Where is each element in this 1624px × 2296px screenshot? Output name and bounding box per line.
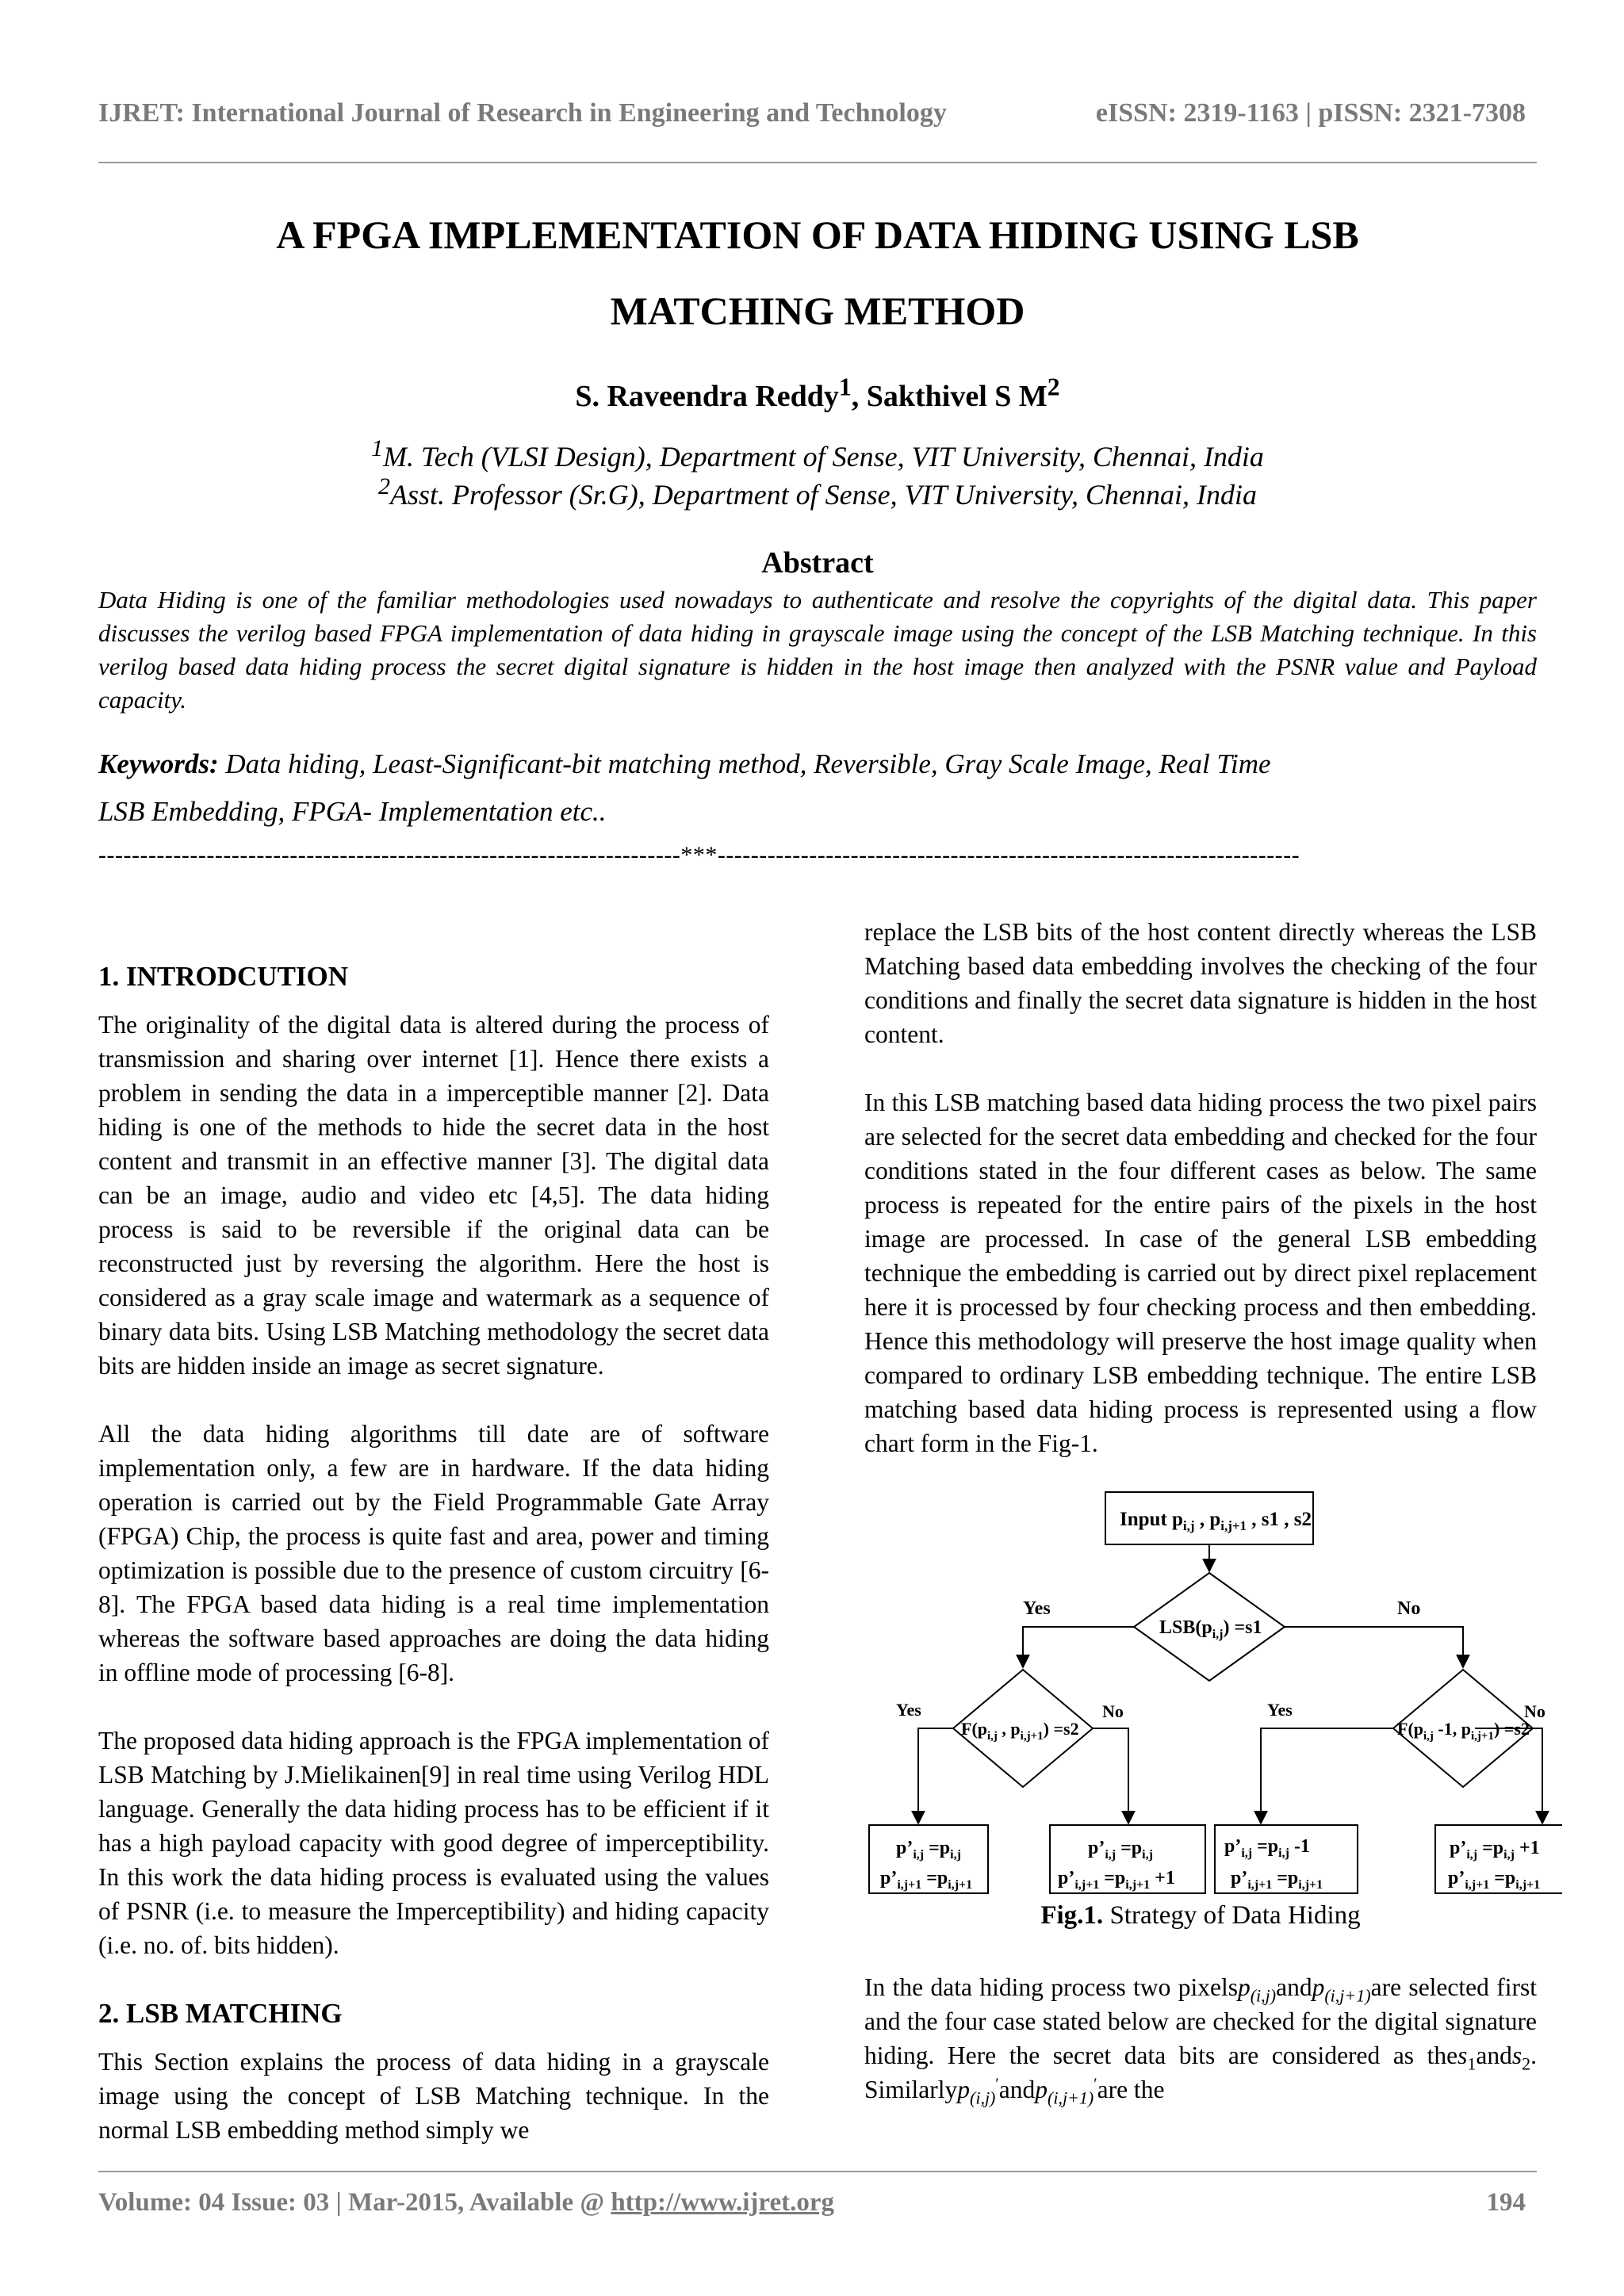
output-4-line-2: $p’_{i,j+1} =p_{i,j+1}$	[1448, 1868, 1541, 1892]
header-rule	[98, 162, 1537, 163]
decision-top-label: $LSB(p_{i,j}) =s1$	[1159, 1617, 1262, 1641]
affiliation-1-sup: 1	[371, 435, 384, 461]
output-3-line-1: $p’_{i,j} =p_{i,j}$ -1	[1224, 1836, 1310, 1860]
separator-right: ----------------------------------------------------------------------	[717, 842, 1300, 868]
intro-paragraph-1: The originality of the digital data is altered during the process of transmission and sharing over internet [1]. Hence there exists a problem in sending the data in a imperceptible manner [2]. Data hiding is one of the methods to hide the secret data in the host content and transmit in an effective manner [3]. The digital data can be an image, audio and video etc [4,5]. The data hiding process is said to be reversible if the original data can be reconstructed just by reversing the algorithm. Here the host is considered as a gray scale image and watermark as a sequence of binary data bits. Using LSB Matching methodology the secret data bits are hidden inside an image as secret signature.	[98, 1011, 769, 1380]
label-yes-left: Yes	[896, 1700, 921, 1720]
keywords-label: Keywords:	[98, 748, 219, 779]
title-line-1: A FPGA IMPLEMENTATION OF DATA HIDING USING LSB	[276, 212, 1359, 257]
affiliation-2-text: Asst. Professor (Sr.G), Department of Sense, VIT University, Chennai, India	[390, 479, 1257, 511]
affiliation-2	[98, 473, 1537, 514]
arrow-top-no	[1285, 1627, 1463, 1667]
keywords-line-1: Data hiding, Least-Significant-bit matching method, Reversible, Gray Scale Image, Real Time	[218, 748, 1271, 779]
figure-caption-text: Strategy of Data Hiding	[1103, 1901, 1361, 1930]
right-paragraph-3: In the data hiding process two pixelsp$_{(i,j)}$andp$_{(i,j+1)}$are selected first and the four case stated below are checked for the digital signature hiding. Here the secret data bits are considered as thes$_1$ands$_2$. Similarlyp$_{(i,j)}$′andp$_{(i,j+1)}$′are the	[864, 1973, 1537, 2108]
left-column	[98, 959, 769, 2147]
issn-info: eISSN: 2319-1163 | pISSN: 2321-7308	[1095, 98, 1526, 128]
affiliation-1	[98, 435, 1537, 476]
output-2-line-2: $p’_{i,j+1} =p_{i,j+1} +1$	[1058, 1868, 1175, 1892]
output-2-line-1: $p’_{i,j} =p_{i,j}$	[1088, 1838, 1153, 1862]
figure-caption-label: Fig.1.	[1040, 1901, 1104, 1930]
flowchart-figure	[864, 1483, 1562, 1927]
author-2: Sakthivel S M	[866, 380, 1048, 413]
journal-name: IJRET: International Journal of Research in Engineering and Technology	[98, 98, 947, 128]
separator-left: ----------------------------------------------------------------------	[98, 842, 681, 868]
separator-stars: ***	[680, 842, 718, 868]
arrow-left-yes	[918, 1728, 953, 1823]
arrow-right-yes	[1261, 1728, 1393, 1823]
label-no-right: No	[1524, 1701, 1545, 1721]
arrow-right-no	[1533, 1728, 1542, 1823]
intro-paragraph-2: All the data hiding algorithms till date are of software implementation only, a few are in hardware. If the data hiding operation is carried out by the Field Programmable Gate Array (FPGA) Chip, the process is quite fast and area, power and timing optimization is possible due to the presence of custom circuitry [6-8]. The FPGA based data hiding is a real time implementation whereas the software based approaches are doing the data hiding in offline mode of processing [6-8].	[98, 1420, 769, 1686]
label-no-top: No	[1397, 1598, 1421, 1619]
title-line-2: MATCHING METHOD	[610, 289, 1025, 333]
paper-title	[98, 197, 1537, 349]
abstract-heading: Abstract	[761, 546, 874, 580]
section-1-heading: 1. INTRODCUTION	[98, 961, 349, 992]
lsb-paragraph-1: This Section explains the process of data hiding in a grayscale image using the concept of LSB Matching technique. In the normal LSB embedding method simply we	[98, 2048, 769, 2144]
input-box-label: Input $p_{i,j}$ , $p_{i,j+1}$ , s1 , s2	[1120, 1509, 1312, 1533]
output-4-line-1: $p’_{i,j} =p_{i,j} +1$	[1450, 1838, 1540, 1862]
footer-url-link[interactable]: http://www.ijret.org	[611, 2188, 834, 2217]
author-separator: ,	[851, 380, 867, 413]
authors	[98, 373, 1537, 414]
arrow-top-yes	[1023, 1627, 1134, 1667]
decision-right-label: $F(p_{i,j}$ -1, $p_{i,j+1}) =s2$	[1397, 1719, 1530, 1743]
keywords-line-2: LSB Embedding, FPGA- Implementation etc..	[98, 796, 607, 827]
figure-caption	[864, 1901, 1537, 1931]
section-2-heading: 2. LSB MATCHING	[98, 1998, 343, 2029]
output-1-line-1: $p’_{i,j} =p_{i,j}$	[896, 1838, 961, 1862]
footer-volume-text: Volume: 04 Issue: 03 | Mar-2015, Available @	[98, 2188, 611, 2217]
intro-paragraph-3: The proposed data hiding approach is the FPGA implementation of LSB Matching by J.Mielikainen[9] in real time using Verilog HDL language. Generally the data hiding process has to be efficient if it has a high payload capacity with good degree of imperceptibility. In this work the data hiding process is evaluated using the values of PSNR (i.e. to measure the Imperceptibility) and hiding capacity (i.e. no. of. bits hidden).	[98, 1727, 769, 1959]
output-3-line-2: $p’_{i,j+1} =p_{i,j+1}$	[1231, 1868, 1323, 1892]
affiliations	[98, 435, 1537, 514]
output-1-line-2: $p’_{i,j+1} =p_{i,j+1}$	[880, 1868, 973, 1892]
right-column-bottom	[864, 1970, 1537, 2107]
affiliation-1-text: M. Tech (VLSI Design), Department of Sense, VIT University, Chennai, India	[383, 441, 1264, 473]
right-paragraph-1: replace the LSB bits of the host content directly whereas the LSB Matching based data embedding involves the checking of the four conditions and finally the secret data signature is hidden in the host content.	[864, 918, 1537, 1048]
label-no-left: No	[1102, 1701, 1124, 1721]
footer-volume	[98, 2188, 834, 2218]
footer-rule	[98, 2171, 1537, 2172]
author-1-sup: 1	[838, 373, 852, 401]
keywords	[98, 740, 1537, 836]
label-yes-right: Yes	[1267, 1700, 1293, 1720]
author-1: S. Raveendra Reddy	[575, 380, 839, 413]
author-2-sup: 2	[1047, 373, 1060, 401]
label-yes-top: Yes	[1023, 1598, 1051, 1619]
decision-left-label: $F(p_{i,j}$ , $p_{i,j+1}) =s2$	[961, 1719, 1079, 1743]
right-paragraph-2: In this LSB matching based data hiding process the two pixel pairs are selected for the secret data embedding and checked for the four conditions stated in the four different cases as below. The same process is repeated for the entire pairs of the pixels in the host image are processed. In case of the general LSB embedding technique the embedding is carried out by direct pixel replacement here it is processed by four checking process and then embedding. Hence this methodology will preserve the host image quality when compared to ordinary LSB embedding technique. The entire LSB matching based data hiding process is represented using a flow chart form in the Fig-1.	[864, 1089, 1537, 1457]
arrow-left-no	[1093, 1728, 1128, 1823]
abstract-text: Data Hiding is one of the familiar methodologies used nowadays to authenticate and resolve the copyrights of the digital data. This paper discusses the verilog based FPGA implementation of data hiding in grayscale image using the concept of the LSB Matching technique. In this verilog based data hiding process the secret digital signature is hidden in the host image then analyzed with the PSNR value and Payload capacity.	[98, 586, 1537, 714]
section-separator	[98, 842, 1537, 869]
right-column	[864, 915, 1537, 1460]
page-number: 194	[1486, 2188, 1526, 2217]
affiliation-2-sup: 2	[378, 473, 391, 499]
